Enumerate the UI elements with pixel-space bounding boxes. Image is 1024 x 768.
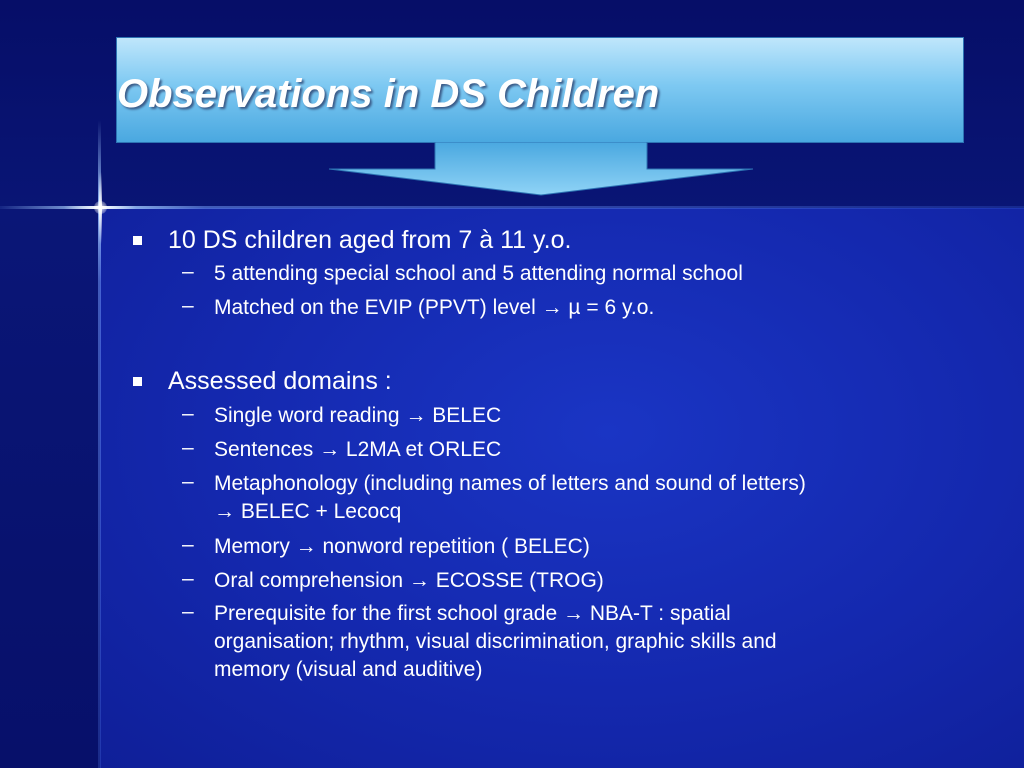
bullet-text: 10 DS children aged from 7 à 11 y.o. xyxy=(168,226,572,254)
sparkle-icon xyxy=(64,172,136,244)
sub-bullet-text: 5 attending special school and 5 attending normal school xyxy=(214,262,743,285)
sub-bullet-text: Sentences → L2MA et ORLEC xyxy=(214,438,502,461)
dash-marker: – xyxy=(182,260,194,283)
left-margin-band xyxy=(0,208,100,768)
sub-bullet-text: Single word reading → BELEC xyxy=(214,404,502,427)
sub-bullet-text: Memory → nonword repetition ( BELEC) xyxy=(214,535,590,558)
dash-marker: – xyxy=(182,402,194,425)
bullet-square-icon xyxy=(133,377,142,386)
title-down-arrow-icon xyxy=(328,142,754,196)
bullet-square-icon xyxy=(133,236,142,245)
sub-bullet-text: → BELEC + Lecocq xyxy=(214,500,402,523)
title-banner xyxy=(116,37,964,143)
bullet-text: Assessed domains : xyxy=(168,367,392,395)
sub-bullet-text: Oral comprehension → ECOSSE (TROG) xyxy=(214,569,604,592)
dash-marker: – xyxy=(182,436,194,459)
dash-marker: – xyxy=(182,294,194,317)
sub-bullet-text: Matched on the EVIP (PPVT) level → µ = 6 y.o. xyxy=(214,296,655,319)
dash-marker: – xyxy=(182,470,194,493)
dash-marker: – xyxy=(182,567,194,590)
horizontal-accent-line xyxy=(0,206,1024,209)
sub-bullet-text: Prerequisite for the first school grade → NBA-T : spatial xyxy=(214,602,731,625)
dash-marker: – xyxy=(182,533,194,556)
sub-bullet-text: memory (visual and auditive) xyxy=(214,658,483,681)
sub-bullet-text: Metaphonology (including names of letters and sound of letters) xyxy=(214,472,806,495)
slide-title: Observations in DS Children xyxy=(117,72,660,116)
sub-bullet-text: organisation; rhythm, visual discrimination, graphic skills and xyxy=(214,630,777,653)
dash-marker: – xyxy=(182,600,194,623)
